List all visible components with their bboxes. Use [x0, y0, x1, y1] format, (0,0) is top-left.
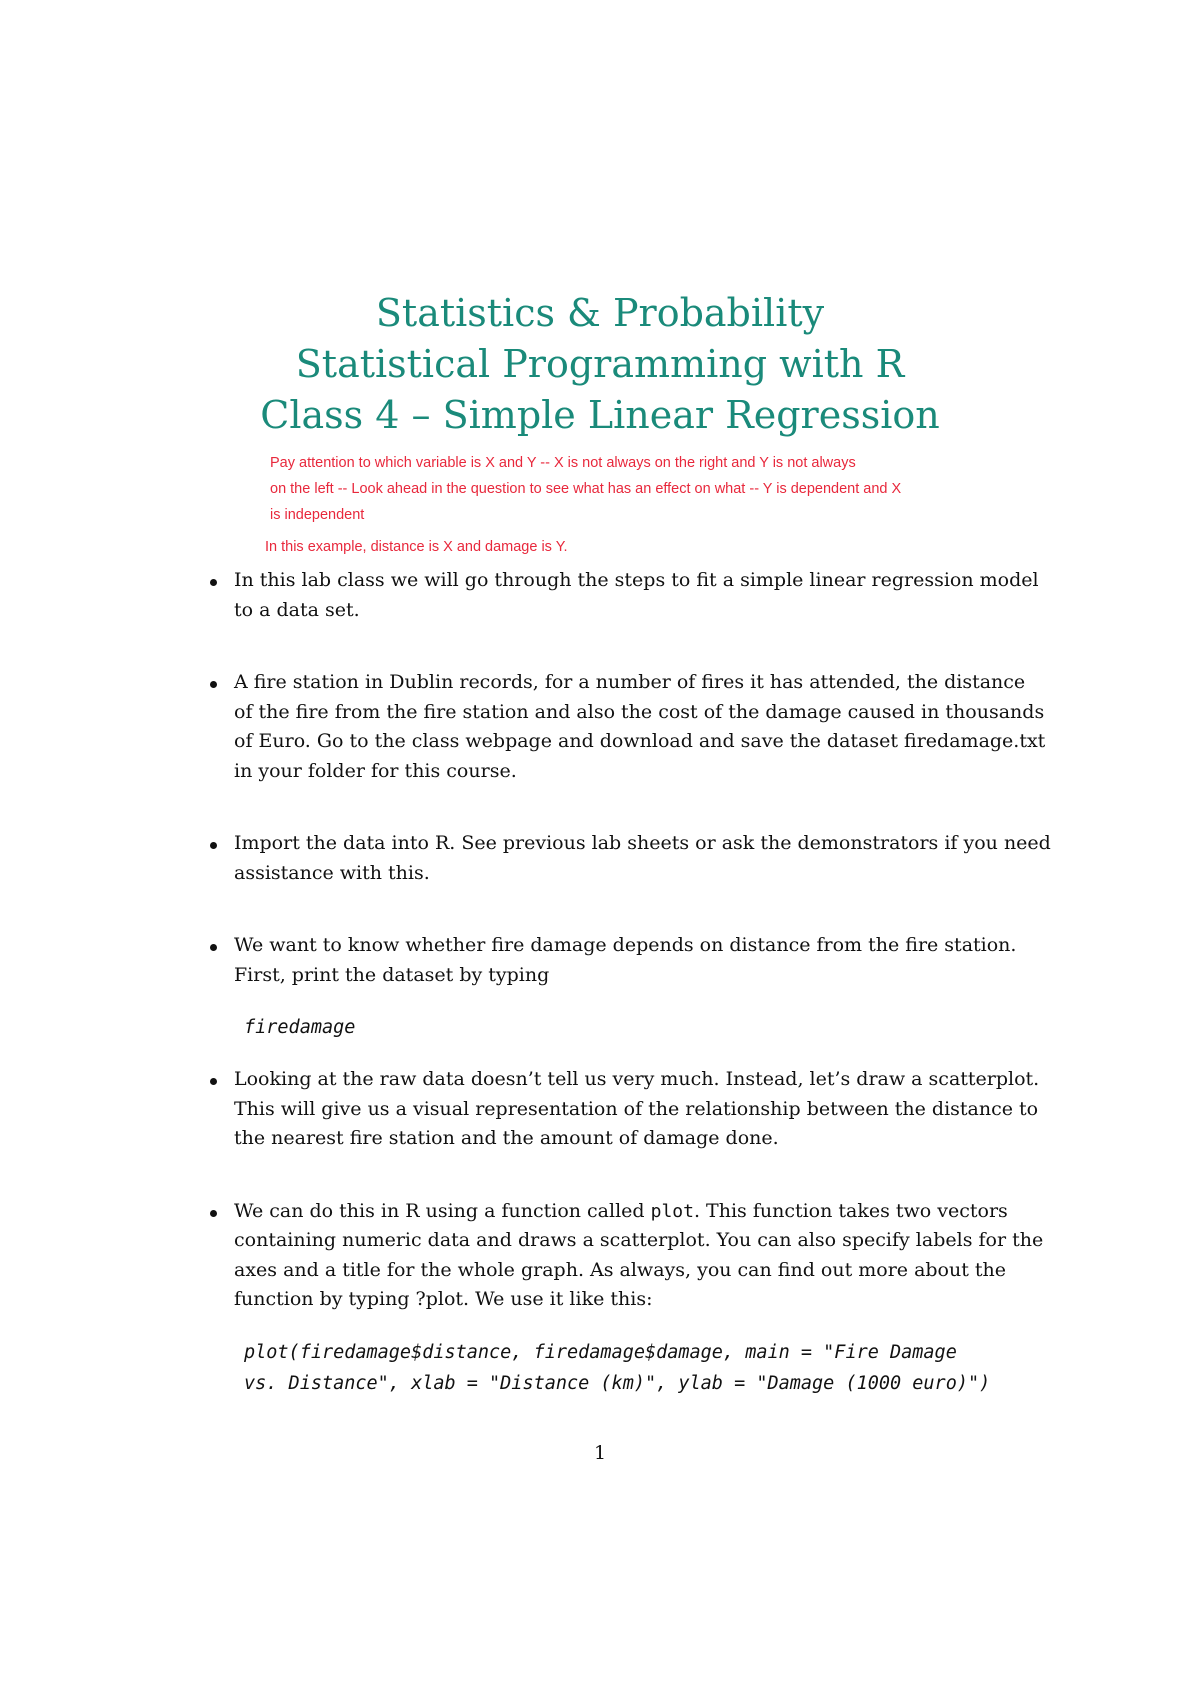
code-line: vs. Distance", xlab = "Distance (km)", ylab = "Damage (1000 euro)") [244, 1372, 991, 1394]
bullet-icon [210, 1078, 217, 1085]
item-text: axes and a title for the whole graph. As always, you can find out more about the [234, 1258, 1007, 1281]
handwritten-note-example: In this example, distance is X and damage is Y. [265, 539, 568, 555]
item-text [234, 1197, 1094, 1227]
bullet-list [206, 566, 1094, 1399]
item-text: This will give us a visual representation of the relationship between the distance to [234, 1097, 1039, 1120]
code-example-plot [206, 1337, 1094, 1399]
item-text: Looking at the raw data doesn’t tell us very much. Instead, let’s draw a scatterplot. [234, 1068, 1040, 1090]
title-line-course: Statistics & Probability [375, 291, 825, 335]
handwritten-note-variables [270, 450, 1010, 528]
list-item [206, 931, 1094, 990]
page-number: 1 [593, 1442, 607, 1464]
item-text: of the fire from the fire station and also the cost of the damage caused in thousands [234, 700, 1045, 723]
list-item [206, 668, 1094, 786]
code-example-firedamage: firedamage [244, 1017, 356, 1038]
note-line: on the left -- Look ahead in the question to see what has an effect on what -- Y is dependent and X [270, 481, 902, 497]
item-text: A fire station in Dublin records, for a number of fires it has attended, the distance [234, 671, 1026, 693]
item-text: We want to know whether fire damage depends on distance from the fire station. [234, 934, 1017, 956]
document-title [0, 288, 1200, 441]
item-text-part: . This function takes two vectors [693, 1199, 1008, 1222]
item-text-part: We can do this in R using a function called [234, 1199, 651, 1222]
list-item [206, 1065, 1094, 1154]
title-line-module: Statistical Programming with R [295, 342, 905, 386]
inline-code-plot: plot [650, 1200, 694, 1222]
bullet-icon [210, 944, 217, 951]
item-text: containing numeric data and draws a scatterplot. You can also specify labels for the [234, 1229, 1044, 1251]
item-text: function by typing ?plot. We use it like this: [234, 1288, 653, 1310]
item-text: to a data set. [234, 598, 360, 621]
item-text: In this lab class we will go through the steps to fit a simple linear regression model [234, 569, 1039, 591]
item-text: First, print the dataset by typing [234, 963, 550, 986]
list-item [206, 1197, 1094, 1315]
bullet-icon [210, 1210, 217, 1217]
item-text: in your folder for this course. [234, 759, 517, 782]
item-text: the nearest fire station and the amount of damage done. [234, 1127, 779, 1149]
item-text: of Euro. Go to the class webpage and download and save the dataset firedamage.txt [234, 730, 1046, 752]
bullet-icon [210, 579, 217, 586]
item-text: Import the data into R. See previous lab sheets or ask the demonstrators if you need [234, 832, 1051, 854]
item-text: assistance with this. [234, 861, 430, 884]
list-item [206, 829, 1094, 888]
bullet-icon [210, 681, 217, 688]
note-line: is independent [270, 507, 365, 523]
note-line: Pay attention to which variable is X and Y -- X is not always on the right and Y is not always [270, 455, 856, 471]
list-item [206, 566, 1094, 625]
bullet-icon [210, 842, 217, 849]
title-line-class: Class 4 – Simple Linear Regression [260, 393, 940, 437]
code-line: plot(firedamage$distance, firedamage$damage, main = "Fire Damage [244, 1341, 957, 1363]
